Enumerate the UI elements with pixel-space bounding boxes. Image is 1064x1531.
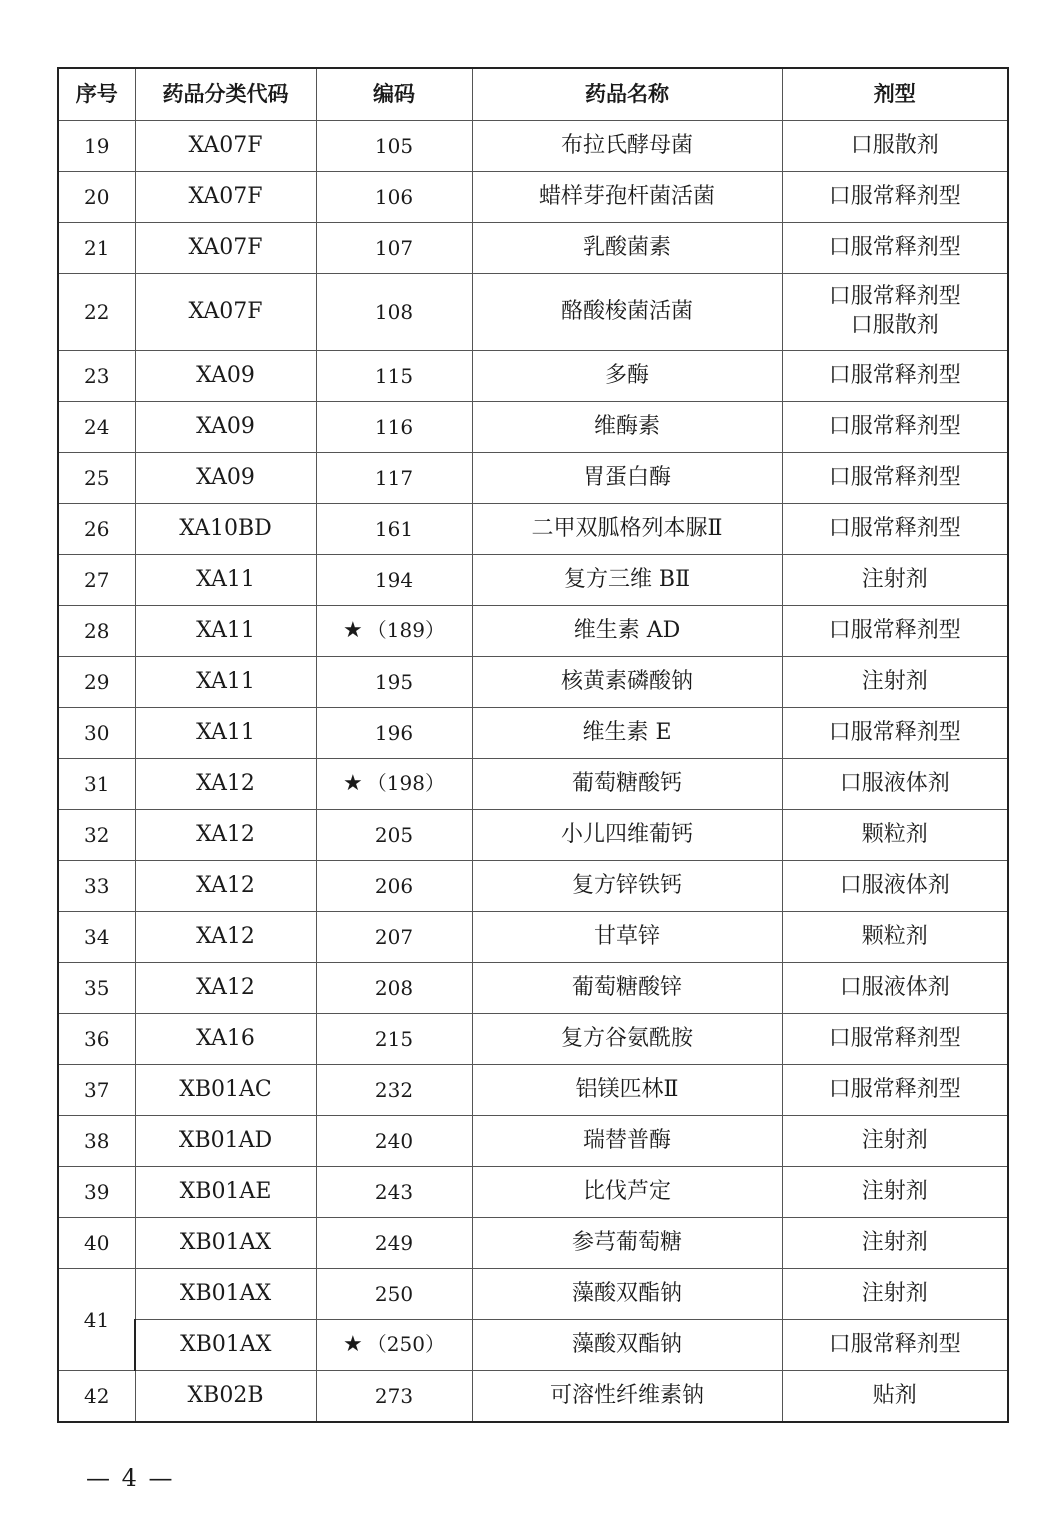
dosage-form-line: 口服常释剂型 — [828, 284, 961, 310]
cell-seq: 42 — [58, 1371, 135, 1423]
table-row — [58, 402, 1008, 453]
cell-category-code: XB01AD — [135, 1116, 316, 1167]
dosage-form-line: 口服常释剂型 — [828, 1331, 961, 1357]
cell-code — [316, 402, 472, 453]
cell-dosage-form — [782, 1269, 1008, 1320]
cell-category-code: XA07F — [135, 274, 316, 351]
table-row — [58, 759, 1008, 810]
dosage-form-line: 口服常释剂型 — [828, 464, 961, 490]
table-row — [58, 1065, 1008, 1116]
cell-seq: 30 — [58, 708, 135, 759]
dosage-form-line: 口服常释剂型 — [828, 1025, 961, 1051]
cell-code — [316, 351, 472, 402]
cell-seq: 37 — [58, 1065, 135, 1116]
cell-drug-name: 维酶素 — [472, 402, 782, 453]
cell-category-code: XA12 — [135, 861, 316, 912]
cell-category-code: XA10BD — [135, 504, 316, 555]
dosage-form-line: 注射剂 — [861, 1280, 928, 1306]
cell-dosage-form — [782, 1218, 1008, 1269]
star-icon: ★ — [343, 770, 363, 796]
cell-dosage-form — [782, 861, 1008, 912]
cell-code-value: 232 — [374, 1078, 414, 1102]
cell-seq: 24 — [58, 402, 135, 453]
cell-category-code: XA07F — [135, 121, 316, 172]
cell-category-code: XA07F — [135, 172, 316, 223]
dosage-form-line: 口服常释剂型 — [828, 719, 961, 745]
cell-seq: 31 — [58, 759, 135, 810]
header-category-code: 药品分类代码 — [135, 68, 316, 121]
cell-seq: 41 — [58, 1269, 135, 1371]
table-row — [58, 912, 1008, 963]
cell-code-value: 208 — [374, 976, 414, 1000]
star-icon: ★ — [343, 1331, 363, 1357]
cell-seq: 39 — [58, 1167, 135, 1218]
cell-seq: 23 — [58, 351, 135, 402]
cell-code — [316, 1014, 472, 1065]
dosage-form-line: 口服散剂 — [850, 313, 939, 338]
dosage-form-line: 注射剂 — [861, 566, 928, 592]
cell-seq: 32 — [58, 810, 135, 861]
cell-code-value: 117 — [374, 466, 414, 490]
cell-code-value: 105 — [374, 134, 414, 158]
dosage-form-line: 口服常释剂型 — [828, 617, 961, 643]
dosage-form-line: 注射剂 — [861, 668, 928, 694]
cell-code-value: 205 — [374, 823, 414, 847]
cell-category-code: XB01AC — [135, 1065, 316, 1116]
cell-seq: 38 — [58, 1116, 135, 1167]
cell-drug-name: 复方三维 BⅡ — [472, 555, 782, 606]
cell-category-code: XA09 — [135, 351, 316, 402]
table-row — [58, 1167, 1008, 1218]
dosage-form-line: 口服常释剂型 — [828, 413, 961, 439]
cell-drug-name: 比伐芦定 — [472, 1167, 782, 1218]
header-drug-name: 药品名称 — [472, 68, 782, 121]
dosage-form-line: 口服常释剂型 — [828, 183, 961, 209]
cell-drug-name: 多酶 — [472, 351, 782, 402]
cell-code — [316, 274, 472, 351]
cell-drug-name: 可溶性纤维素钠 — [472, 1371, 782, 1423]
header-code: 编码 — [316, 68, 472, 121]
dosage-form-line: 口服散剂 — [850, 132, 939, 158]
cell-code-value: 116 — [374, 415, 414, 439]
cell-code-value: （250） — [366, 1331, 445, 1356]
cell-dosage-form — [782, 708, 1008, 759]
cell-code-value: 215 — [374, 1027, 414, 1051]
cell-drug-name: 二甲双胍格列本脲Ⅱ — [472, 504, 782, 555]
table-body — [58, 121, 1008, 1423]
cell-dosage-form — [782, 1116, 1008, 1167]
cell-code — [316, 810, 472, 861]
cell-code — [316, 1320, 472, 1371]
cell-code-value: 106 — [374, 185, 414, 209]
cell-drug-name: 甘草锌 — [472, 912, 782, 963]
cell-dosage-form — [782, 963, 1008, 1014]
cell-category-code: XA09 — [135, 402, 316, 453]
cell-dosage-form — [782, 810, 1008, 861]
cell-dosage-form — [782, 504, 1008, 555]
table-row — [58, 223, 1008, 274]
cell-dosage-form — [782, 1320, 1008, 1371]
cell-code-value: 250 — [374, 1282, 414, 1306]
cell-code-value: 108 — [374, 300, 414, 324]
cell-drug-name: 胃蛋白酶 — [472, 453, 782, 504]
cell-category-code: XB01AX — [135, 1320, 316, 1371]
cell-code — [316, 453, 472, 504]
cell-category-code: XA11 — [135, 657, 316, 708]
cell-seq: 22 — [58, 274, 135, 351]
cell-dosage-form — [782, 555, 1008, 606]
cell-drug-name: 维生素 E — [472, 708, 782, 759]
cell-category-code: XA12 — [135, 963, 316, 1014]
cell-seq: 21 — [58, 223, 135, 274]
dosage-form-line: 口服常释剂型 — [828, 362, 961, 388]
dosage-form-line: 颗粒剂 — [861, 923, 928, 949]
cell-code — [316, 1065, 472, 1116]
cell-code-value: 207 — [374, 925, 414, 949]
table-header — [58, 68, 1008, 121]
header-row — [58, 68, 1008, 121]
cell-code — [316, 504, 472, 555]
cell-code — [316, 223, 472, 274]
cell-drug-name: 参芎葡萄糖 — [472, 1218, 782, 1269]
cell-dosage-form — [782, 274, 1008, 351]
cell-drug-name: 复方锌铁钙 — [472, 861, 782, 912]
cell-category-code: XB01AE — [135, 1167, 316, 1218]
dosage-form-line: 颗粒剂 — [861, 821, 928, 847]
dosage-form-line: 注射剂 — [861, 1178, 928, 1204]
cell-category-code: XA12 — [135, 912, 316, 963]
cell-code — [316, 606, 472, 657]
dosage-form-line: 口服常释剂型 — [828, 1076, 961, 1102]
cell-code-value: 195 — [374, 670, 414, 694]
dosage-form-line: 口服常释剂型 — [828, 515, 961, 541]
cell-dosage-form — [782, 657, 1008, 708]
table-row — [58, 453, 1008, 504]
cell-dosage-form — [782, 402, 1008, 453]
cell-drug-name: 布拉氏酵母菌 — [472, 121, 782, 172]
cell-code — [316, 861, 472, 912]
dosage-form-line: 贴剂 — [872, 1382, 917, 1408]
cell-code-value: 161 — [374, 517, 414, 541]
cell-seq: 20 — [58, 172, 135, 223]
dosage-form-line: 口服液体剂 — [839, 770, 950, 796]
table-row — [58, 810, 1008, 861]
cell-drug-name: 瑞替普酶 — [472, 1116, 782, 1167]
cell-dosage-form — [782, 1014, 1008, 1065]
cell-category-code: XA07F — [135, 223, 316, 274]
cell-drug-name: 乳酸菌素 — [472, 223, 782, 274]
cell-dosage-form — [782, 912, 1008, 963]
table-row — [58, 1320, 1008, 1371]
table-row — [58, 861, 1008, 912]
table-row — [58, 274, 1008, 351]
cell-dosage-form — [782, 1065, 1008, 1116]
cell-code — [316, 1116, 472, 1167]
dosage-form-line: 口服液体剂 — [839, 974, 950, 1000]
cell-dosage-form — [782, 223, 1008, 274]
cell-code-value: 240 — [374, 1129, 414, 1153]
cell-code-value: 194 — [374, 568, 414, 592]
cell-drug-name: 核黄素磷酸钠 — [472, 657, 782, 708]
cell-code-value: （189） — [366, 617, 445, 642]
cell-code-value: 206 — [374, 874, 414, 898]
cell-code — [316, 708, 472, 759]
cell-category-code: XA11 — [135, 708, 316, 759]
cell-seq: 26 — [58, 504, 135, 555]
table-row — [58, 1116, 1008, 1167]
cell-drug-name: 复方谷氨酰胺 — [472, 1014, 782, 1065]
cell-code-value: 196 — [374, 721, 414, 745]
cell-category-code: XB01AX — [135, 1269, 316, 1320]
cell-seq: 19 — [58, 121, 135, 172]
cell-drug-name: 酪酸梭菌活菌 — [472, 274, 782, 351]
cell-code-value: 249 — [374, 1231, 414, 1255]
table-row — [58, 504, 1008, 555]
header-dosage-form: 剂型 — [782, 68, 1008, 121]
cell-code — [316, 172, 472, 223]
cell-seq: 28 — [58, 606, 135, 657]
cell-seq: 25 — [58, 453, 135, 504]
cell-seq: 27 — [58, 555, 135, 606]
cell-code — [316, 1218, 472, 1269]
cell-category-code: XA16 — [135, 1014, 316, 1065]
dosage-form-line: 口服液体剂 — [839, 872, 950, 898]
dosage-form-line: 注射剂 — [861, 1229, 928, 1255]
cell-category-code: XA11 — [135, 555, 316, 606]
cell-drug-name: 维生素 AD — [472, 606, 782, 657]
table-row — [58, 606, 1008, 657]
cell-drug-name: 藻酸双酯钠 — [472, 1269, 782, 1320]
cell-seq: 33 — [58, 861, 135, 912]
cell-code-value: 273 — [374, 1384, 414, 1408]
header-seq: 序号 — [58, 68, 135, 121]
cell-code-value: 243 — [374, 1180, 414, 1204]
page-number: — 4 — — [86, 1464, 175, 1492]
cell-dosage-form — [782, 453, 1008, 504]
table-row — [58, 555, 1008, 606]
cell-drug-name: 葡萄糖酸锌 — [472, 963, 782, 1014]
table-row — [58, 657, 1008, 708]
cell-category-code: XA11 — [135, 606, 316, 657]
cell-dosage-form — [782, 1167, 1008, 1218]
cell-category-code: XB02B — [135, 1371, 316, 1423]
cell-dosage-form — [782, 351, 1008, 402]
cell-code-value: 107 — [374, 236, 414, 260]
cell-code — [316, 657, 472, 708]
cell-seq: 29 — [58, 657, 135, 708]
cell-code-value: 115 — [374, 364, 414, 388]
cell-code-value: （198） — [366, 770, 445, 795]
cell-category-code: XB01AX — [135, 1218, 316, 1269]
cell-dosage-form — [782, 1371, 1008, 1423]
cell-seq: 35 — [58, 963, 135, 1014]
table-row — [58, 121, 1008, 172]
cell-drug-name: 铝镁匹林Ⅱ — [472, 1065, 782, 1116]
cell-category-code: XA12 — [135, 759, 316, 810]
table-row — [58, 1014, 1008, 1065]
cell-dosage-form — [782, 121, 1008, 172]
drug-list-table — [57, 67, 1009, 1423]
cell-code — [316, 963, 472, 1014]
cell-drug-name: 蜡样芽孢杆菌活菌 — [472, 172, 782, 223]
cell-code — [316, 1371, 472, 1423]
table-row — [58, 172, 1008, 223]
cell-code — [316, 1167, 472, 1218]
cell-dosage-form — [782, 172, 1008, 223]
table-row — [58, 1269, 1008, 1320]
cell-drug-name: 小儿四维葡钙 — [472, 810, 782, 861]
cell-category-code: XA12 — [135, 810, 316, 861]
dosage-form-line: 注射剂 — [861, 1127, 928, 1153]
cell-code — [316, 759, 472, 810]
cell-code — [316, 1269, 472, 1320]
table-row — [58, 963, 1008, 1014]
cell-category-code: XA09 — [135, 453, 316, 504]
cell-code — [316, 912, 472, 963]
cell-drug-name: 藻酸双酯钠 — [472, 1320, 782, 1371]
cell-seq: 36 — [58, 1014, 135, 1065]
table-row — [58, 1371, 1008, 1423]
cell-dosage-form — [782, 606, 1008, 657]
cell-seq: 40 — [58, 1218, 135, 1269]
dosage-form-line: 口服常释剂型 — [828, 234, 961, 260]
star-icon: ★ — [343, 617, 363, 643]
cell-dosage-form — [782, 759, 1008, 810]
cell-seq: 34 — [58, 912, 135, 963]
table-row — [58, 1218, 1008, 1269]
cell-code — [316, 555, 472, 606]
cell-code — [316, 121, 472, 172]
cell-drug-name: 葡萄糖酸钙 — [472, 759, 782, 810]
table-row — [58, 708, 1008, 759]
table-row — [58, 351, 1008, 402]
